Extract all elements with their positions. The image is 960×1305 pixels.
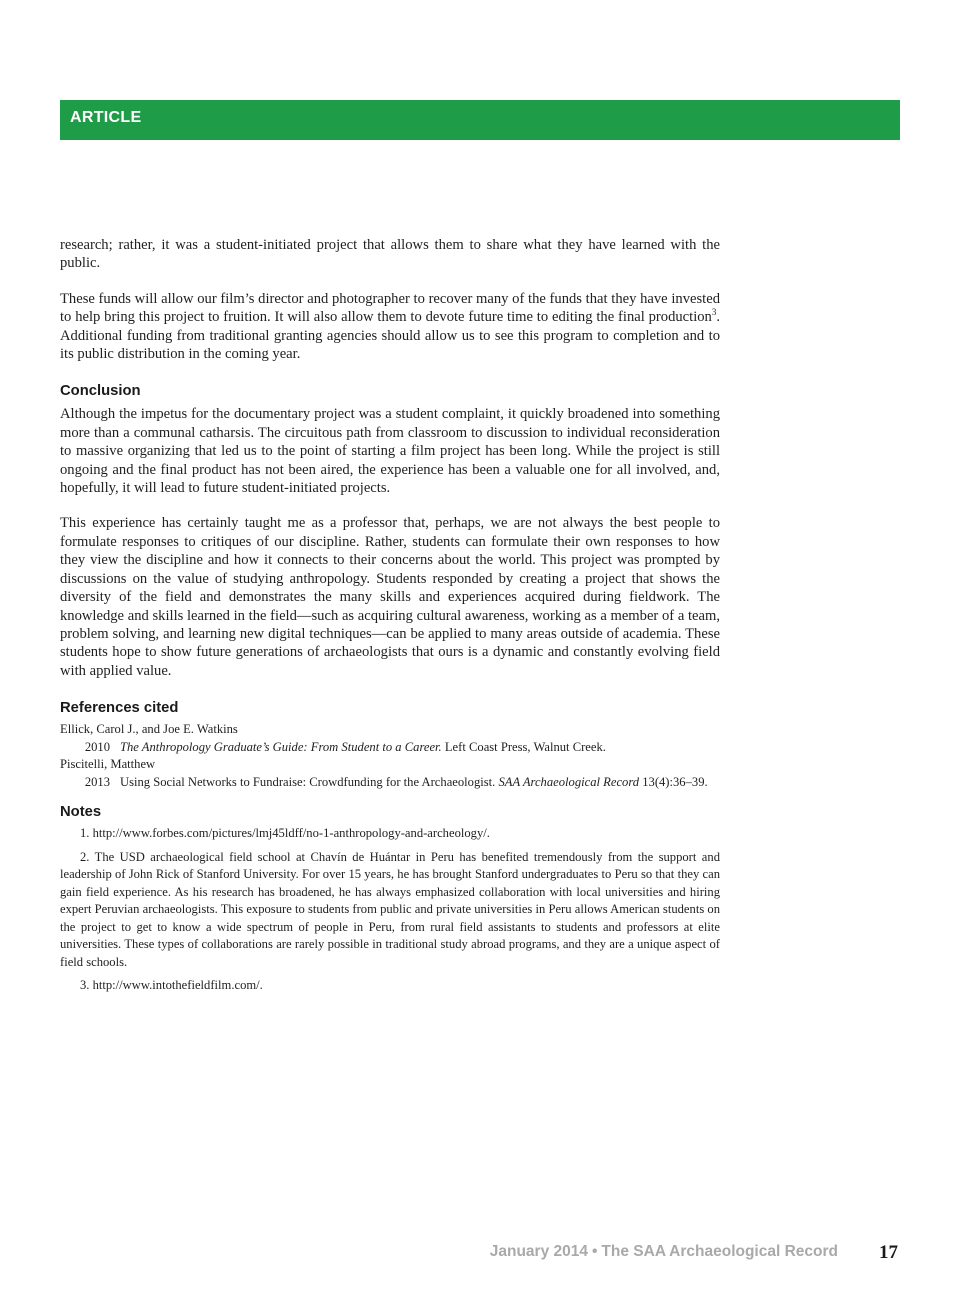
footer-date: January 2014: [489, 1243, 588, 1260]
article-body: [60, 236, 720, 1001]
footnote-ref-3: 3: [711, 307, 717, 318]
reference-author: Ellick, Carol J., and Joe E. Watkins: [60, 722, 238, 737]
reference-author: Piscitelli, Matthew: [60, 757, 156, 772]
reference-year: 2010: [84, 739, 110, 754]
footer-journal-name: The SAA Archaeological Record: [601, 1243, 838, 1260]
reference-year: 2013: [84, 774, 110, 789]
note-item: 1. http://www.forbes.com/pictures/lmj45ldff/no-1-anthropology-and-archeology/.: [80, 826, 490, 841]
reference-article-title: Using Social Networks to Fundraise: Crowdfunding for the Archaeologist.: [120, 774, 499, 789]
reference-entry: [60, 739, 720, 757]
conclusion-paragraph: Although the impetus for the documentary project was a student complaint, it quickly broadened into something more than a communal catharsis. The circuitous path from classroom to discussion to individual reconsideration to massive organizing that led us to the point of starting a film project has been long. While the project is still ongoing and the final product has not been aired, the experience has been a valuable one for all involved, and, hopefully, it will lead to future student-initiated projects.: [60, 406, 720, 497]
conclusion-paragraph: This experience has certainly taught me as a professor that, perhaps, we are not always the best people to formulate responses to critiques of our discipline. Rather, students can formulate their own responses to how they view the discipline and how it connects to their concerns about the world. This project was prompted by discussions on the value of studying anthropology. Students responded by creating a project that shows the diversity of the field and demonstrates the many skills and experiences acquired during fieldwork. The knowledge and skills learned in the field—such as acquiring cultural awareness, working as a member of a team, problem solving, and learning new digital techniques—can be applied to many areas outside of academia. These students hope to show future generations of archaeologists that ours is a dynamic and constantly evolving field with applied value.: [60, 515, 720, 679]
body-paragraph: research; rather, it was a student-initiated project that allows them to share what they have learned with the public.: [60, 237, 720, 272]
footer-bullet: •: [591, 1243, 598, 1260]
funding-text-start: These funds will allow our film’s director and photographer to recover many of the funds that they have invested to help bring this project to fruition. It will also allow them to devote future time to editing the final production: [60, 290, 720, 326]
references-heading: References cited: [60, 700, 179, 717]
reference-publisher: Left Coast Press, Walnut Creek.: [441, 739, 606, 754]
section-banner: [60, 100, 900, 140]
notes-heading: Notes: [60, 804, 102, 821]
conclusion-heading: Conclusion: [60, 383, 141, 400]
reference-journal: SAA Archaeological Record: [498, 774, 640, 789]
note-item: 3. http://www.intothefieldfilm.com/.: [80, 978, 263, 993]
reference-volume: 13(4):36–39.: [639, 774, 708, 789]
footer-journal-line: [490, 1243, 838, 1261]
funding-text-end: . Additional funding from traditional granting agencies should allow us to see this program to completion and to its public distribution in the coming year.: [60, 309, 720, 363]
body-paragraph-funding: [60, 290, 720, 364]
reference-title: The Anthropology Graduate’s Guide: From Student to a Career.: [120, 739, 442, 754]
reference-citation: [110, 739, 606, 757]
note-item: 2. The USD archaeological field school at Chavín de Huántar in Peru has benefited tremendously from the support and leadership of John Rick of Stanford University. For over 15 years, he has brought Stanford undergraduates to Peru so that they can gain field experience. As his research has broadened, he has always emphasized collaboration with local universities and hiring expert Peruvian archaeologists. This exposure to students from public and private universities in Peru allows American students on the project to get to know a wide spectrum of people in Peru, from rural field assistants to students and professors at elite universities. These types of collaborations are rarely possible in traditional study abroad programs, and they are a unique aspect of field schools.: [60, 849, 720, 969]
page-footer: [0, 1243, 960, 1267]
page-number: 17: [879, 1242, 898, 1263]
reference-citation: [110, 774, 708, 792]
section-label: ARTICLE: [70, 109, 142, 126]
reference-entry: [60, 774, 720, 792]
